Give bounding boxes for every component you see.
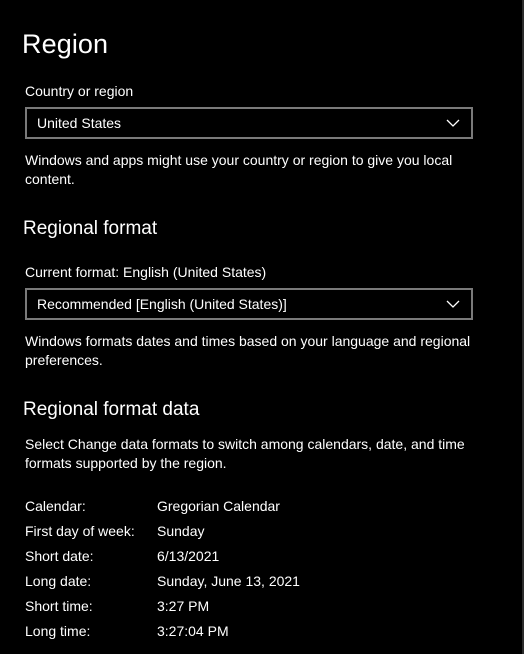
regional-format-heading: Regional format <box>23 218 158 239</box>
format-row-value: Gregorian Calendar <box>157 498 280 514</box>
regional-format-data-heading: Regional format data <box>23 399 200 420</box>
country-region-label: Country or region <box>25 83 134 99</box>
format-row-key: Calendar: <box>25 498 86 514</box>
format-row-key: First day of week: <box>25 523 135 539</box>
format-row-value: 6/13/2021 <box>157 548 220 564</box>
format-row-value: 3:27:04 PM <box>157 623 229 639</box>
regional-format-description: Windows formats dates and times based on your language and regional preferences. <box>25 333 471 368</box>
country-region-dropdown[interactable] <box>25 107 473 139</box>
format-row-key: Short time: <box>25 598 93 614</box>
regional-format-value: Recommended [English (United States)] <box>37 296 287 312</box>
current-format-label: Current format: English (United States) <box>25 264 267 280</box>
chevron-down-icon <box>445 115 461 131</box>
format-row-value: Sunday <box>157 523 205 539</box>
page-title: Region <box>22 29 109 59</box>
format-row-key: Short date: <box>25 548 94 564</box>
format-row-key: Long time: <box>25 623 91 639</box>
country-region-description: Windows and apps might use your country or region to give you local content. <box>25 152 453 187</box>
chevron-down-icon <box>445 296 461 312</box>
regional-format-data-description: Select Change data formats to switch among calendars, date, and time formats supported by the region. <box>25 436 465 471</box>
format-row-value: 3:27 PM <box>157 598 210 614</box>
country-region-value: United States <box>37 115 122 131</box>
regional-format-dropdown[interactable] <box>25 288 473 320</box>
format-row-value: Sunday, June 13, 2021 <box>157 573 300 589</box>
format-row-key: Long date: <box>25 573 92 589</box>
